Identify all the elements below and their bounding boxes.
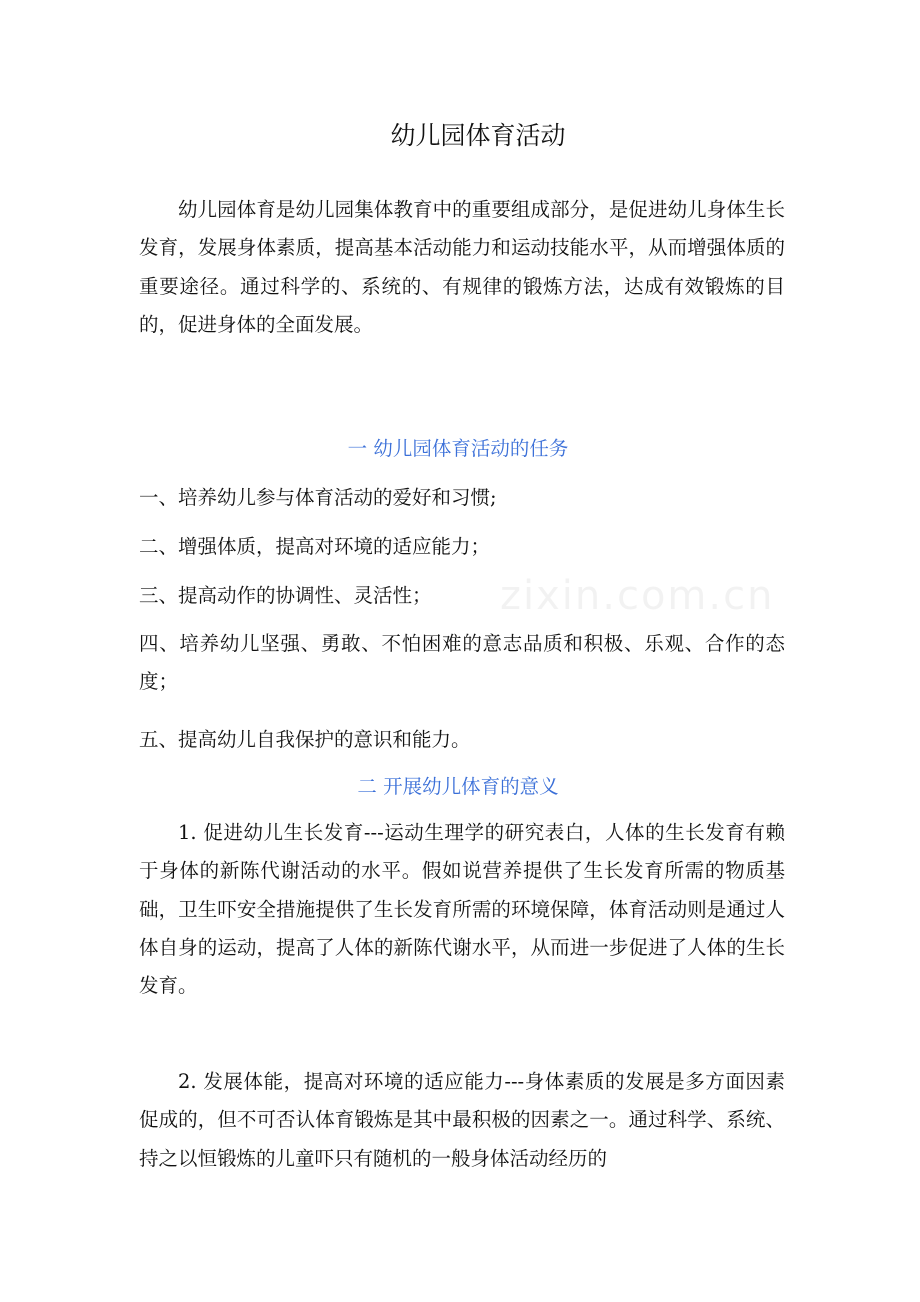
intro-paragraph: 幼儿园体育是幼儿园集体教育中的重要组成部分，是促进幼儿身体生长发育，发展身体素质，提高基本活动能力和运动技能水平，从而增强体质的重要途径。通过科学的、系统的、有规律的锻炼方法，达成有效锻炼的目的，促进身体的全面发展。 (139, 198, 785, 336)
task-item-3: 三、提高动作的协调性、灵活性； (139, 584, 432, 607)
task-item-1: 一、培养幼儿参与体育活动的爱好和习惯; (139, 486, 497, 509)
task-item-2: 二、增强体质，提高对环境的适应能力； (139, 535, 491, 558)
task-item-4: 四、培养幼儿坚强、勇敢、不怕困难的意志品质和积极、乐观、合作的态度； (139, 632, 785, 694)
document-title: 幼儿园体育活动 (390, 121, 566, 150)
significance-paragraph-1: 1. 促进幼儿生长发育---运动生理学的研究表白，人体的生长发育有赖于身体的新陈代谢活动的水平。假如说营养提供了生长发育所需的物质基础，卫生吓安全措施提供了生长发育所需的环境保障，体育活动则是通过人体自身的运动，提高了人体的新陈代谢水平，从而进一步促进了人体的生长发育。 (139, 821, 785, 998)
watermark: zixin.com.cn (500, 573, 775, 619)
significance-paragraph-2: 2. 发展体能，提高对环境的适应能力---身体素质的发展是多方面因素促成的，但不可否认体育锻炼是其中最积极的因素之一。通过科学、系统、持之以恒锻炼的儿童吓只有随机的一般身体活动经历的 (139, 1070, 785, 1170)
section-heading-significance: 二 开展幼儿体育的意义 (357, 775, 559, 798)
task-item-5: 五、提高幼儿自我保护的意识和能力。 (139, 728, 471, 751)
section-heading-tasks: 一 幼儿园体育活动的任务 (347, 437, 569, 460)
